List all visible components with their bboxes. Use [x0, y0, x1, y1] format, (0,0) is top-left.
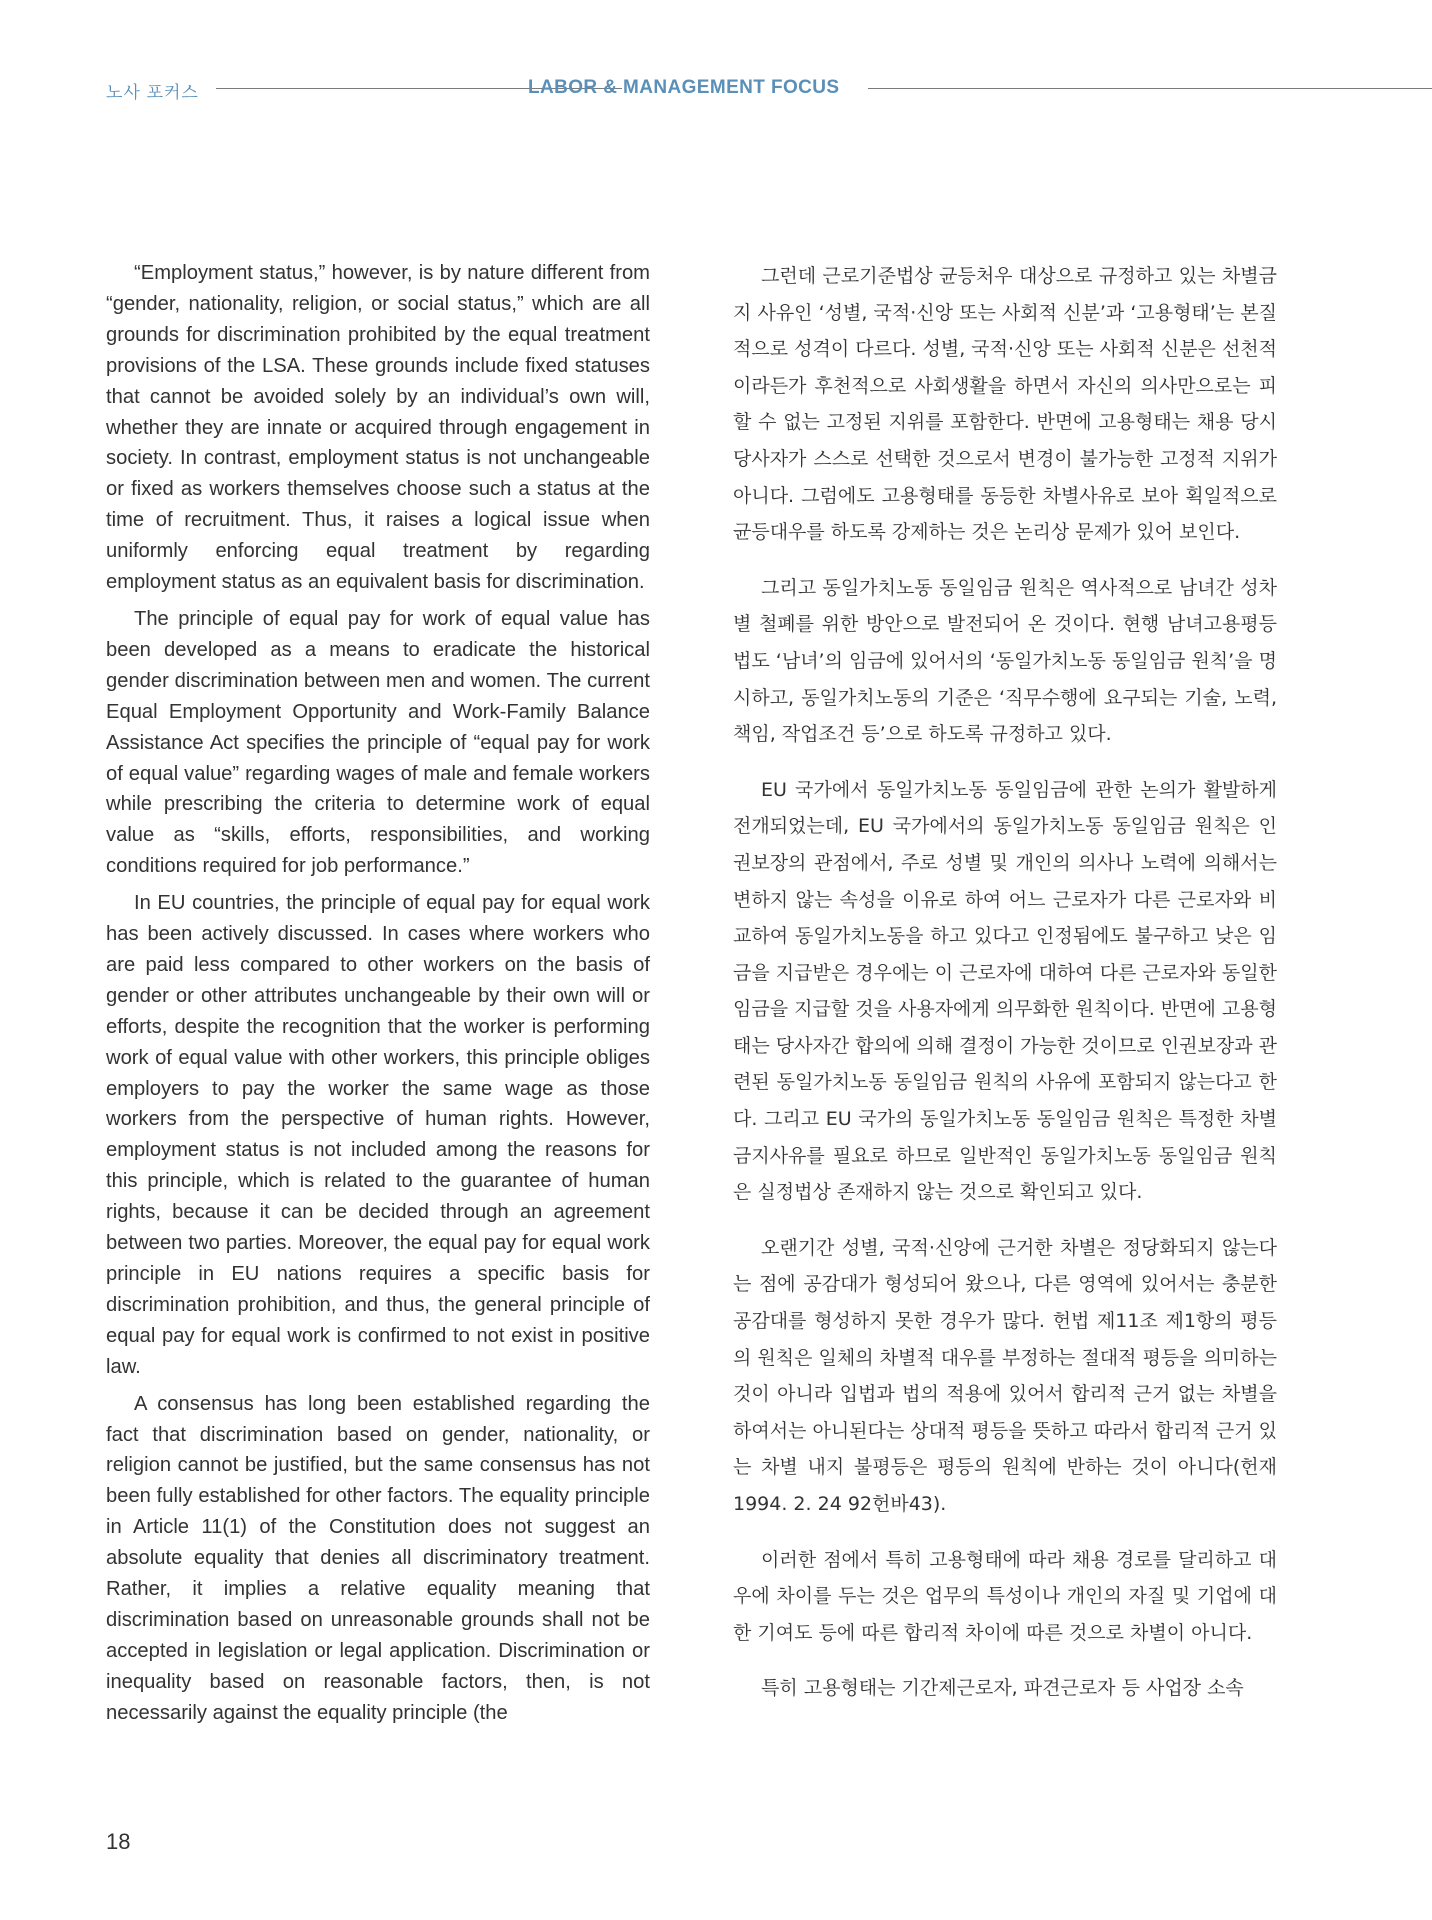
english-paragraph: A consensus has long been established regarding the fact that discrimination based on gender, nationality, or religion cannot be justified, but the same consensus has not been fully established for other factors. The equality principle in Article 11(1) of the Constitution does not suggest an absolute equality that denies all discriminatory treatment. Rather, it implies a relative equality meaning that discrimination based on unreasonable grounds shall not be accepted in legislation or legal application. Discrimination or inequality based on reasonable factors, then, is not necessarily against the equality principle (the — [106, 1392, 650, 1724]
english-paragraph: In EU countries, the principle of equal pay for equal work has been actively discussed. In cases where workers who are paid less compared to other workers on the basis of gender or other attributes unchangeable by their own will or efforts, despite the recognition that the worker is performing work of equal value with other workers, this principle obliges employers to pay the worker the same wage as those workers from the perspective of human rights. However, employment status is not included among the reasons for this principle, which is related to the guarantee of human rights, because it can be decided through an agreement between two parties. Moreover, the equal pay for equal work principle in EU nations requires a specific basis for discrimination prohibition, and thus, the general principle of equal pay for equal work is confirmed to not exist in positive law. — [106, 892, 650, 1378]
korean-paragraph: 이러한 점에서 특히 고용형태에 따라 채용 경로를 달리하고 대우에 차이를 두는 것은 업무의 특성이나 개인의 자질 및 기업에 대한 기여도 등에 따른 합리적 차이에 따른 것으로 차별이 아니다. — [733, 1548, 1277, 1644]
page-header — [106, 76, 1432, 100]
korean-paragraph: 특히 고용형태는 기간제근로자, 파견근로자 등 사업장 소속 — [761, 1677, 1244, 1700]
section-label: 노사 포커스 — [106, 83, 199, 102]
korean-paragraph: 그런데 근로기준법상 균등처우 대상으로 규정하고 있는 차별금지 사유인 ‘성별, 국적·신앙 또는 사회적 신분’과 ‘고용형태’는 본질적으로 성격이 다르다. 성별, 국적·신앙 또는 사회적 신분은 선천적이라든가 후천적으로 사회생활을 하면서 자신의 의사만으로는 피할 수 없는 고정된 지위를 포함한다. 반면에 고용형태는 채용 당시 당사자가 스스로 선택한 것으로서 변경이 불가능한 고정적 지위가 아니다. 그럼에도 고용형태를 동등한 차별사유로 보아 획일적으로 균등대우를 하도록 강제하는 것은 논리상 문제가 있어 보인다. — [733, 265, 1277, 544]
korean-paragraph: 오랜기간 성별, 국적·신앙에 근거한 차별은 정당화되지 않는다는 점에 공감대가 형성되어 왔으나, 다른 영역에 있어서는 충분한 공감대를 형성하지 못한 경우가 많다. 헌법 제11조 제1항의 평등의 원칙은 일체의 차별적 대우를 부정하는 절대적 평등을 의미하는 것이 아니라 입법과 법의 적용에 있어서 합리적 근거 없는 차별을 하여서는 아니된다는 상대적 평등을 뜻하고 따라서 합리적 근거 있는 차별 내지 불평등은 평등의 원칙에 반하는 것이 아니다(헌재 1994. 2. 24 92헌바43). — [733, 1236, 1277, 1515]
korean-paragraph: EU 국가에서 동일가치노동 동일임금에 관한 논의가 활발하게 전개되었는데, EU 국가에서의 동일가치노동 동일임금 원칙은 인권보장의 관점에서, 주로 성별 및 개인의 의사나 노력에 의해서는 변하지 않는 속성을 이유로 하여 어느 근로자가 다른 근로자와 비교하여 동일가치노동을 하고 있다고 인정됨에도 불구하고 낮은 임금을 지급받은 경우에는 이 근로자에 대하여 다른 근로자와 동일한 임금을 지급할 것을 사용자에게 의무화한 원칙이다. 반면에 고용형태는 당사자간 합의에 의해 결정이 가능한 것이므로 인권보장과 관련된 동일가치노동 동일임금 원칙의 사유에 포함되지 않는다고 한다. 그리고 EU 국가의 동일가치노동 동일임금 원칙은 특정한 차별금지사유를 필요로 하므로 일반적인 동일가치노동 동일임금 원칙은 실정법상 존재하지 않는 것으로 확인되고 있다. — [733, 778, 1277, 1204]
header-title: LABOR & MANAGEMENT FOCUS — [528, 77, 840, 98]
header-rule-right — [868, 88, 1432, 89]
english-paragraph: The principle of equal pay for work of equal value has been developed as a means to eradicate the historical gender discrimination between men and women. The current Equal Employment Opportunity and Work-Family Balance Assistance Act specifies the principle of “equal pay for work of equal value” regarding wages of male and female workers while prescribing the criteria to determine work of equal value as “skills, efforts, responsibilities, and working conditions required for job performance.” — [106, 607, 650, 878]
korean-paragraph: 그리고 동일가치노동 동일임금 원칙은 역사적으로 남녀간 성차별 철폐를 위한 방안으로 발전되어 온 것이다. 현행 남녀고용평등법도 ‘남녀’의 임금에 있어서의 ‘동일가치노동 동일임금 원칙’을 명시하고, 동일가치노동의 기준은 ‘직무수행에 요구되는 기술, 노력, 책임, 작업조건 등’으로 하도록 규정하고 있다. — [733, 576, 1277, 746]
korean-column — [733, 258, 1277, 1707]
page-number: 18 — [106, 1829, 131, 1854]
english-column — [106, 258, 650, 1729]
english-paragraph: “Employment status,” however, is by nature different from “gender, nationality, religion, or social status,” which are all grounds for discrimination prohibited by the equal treatment provisions of the LSA. These grounds include fixed statuses that cannot be avoided solely by an individual’s own will, whether they are innate or acquired through engagement in society. In contrast, employment status is not unchangeable or fixed as workers themselves choose such a status at the time of recruitment. Thus, it raises a logical issue when uniformly enforcing equal treatment by regarding employment status as an equivalent basis for discrimination. — [106, 262, 650, 594]
